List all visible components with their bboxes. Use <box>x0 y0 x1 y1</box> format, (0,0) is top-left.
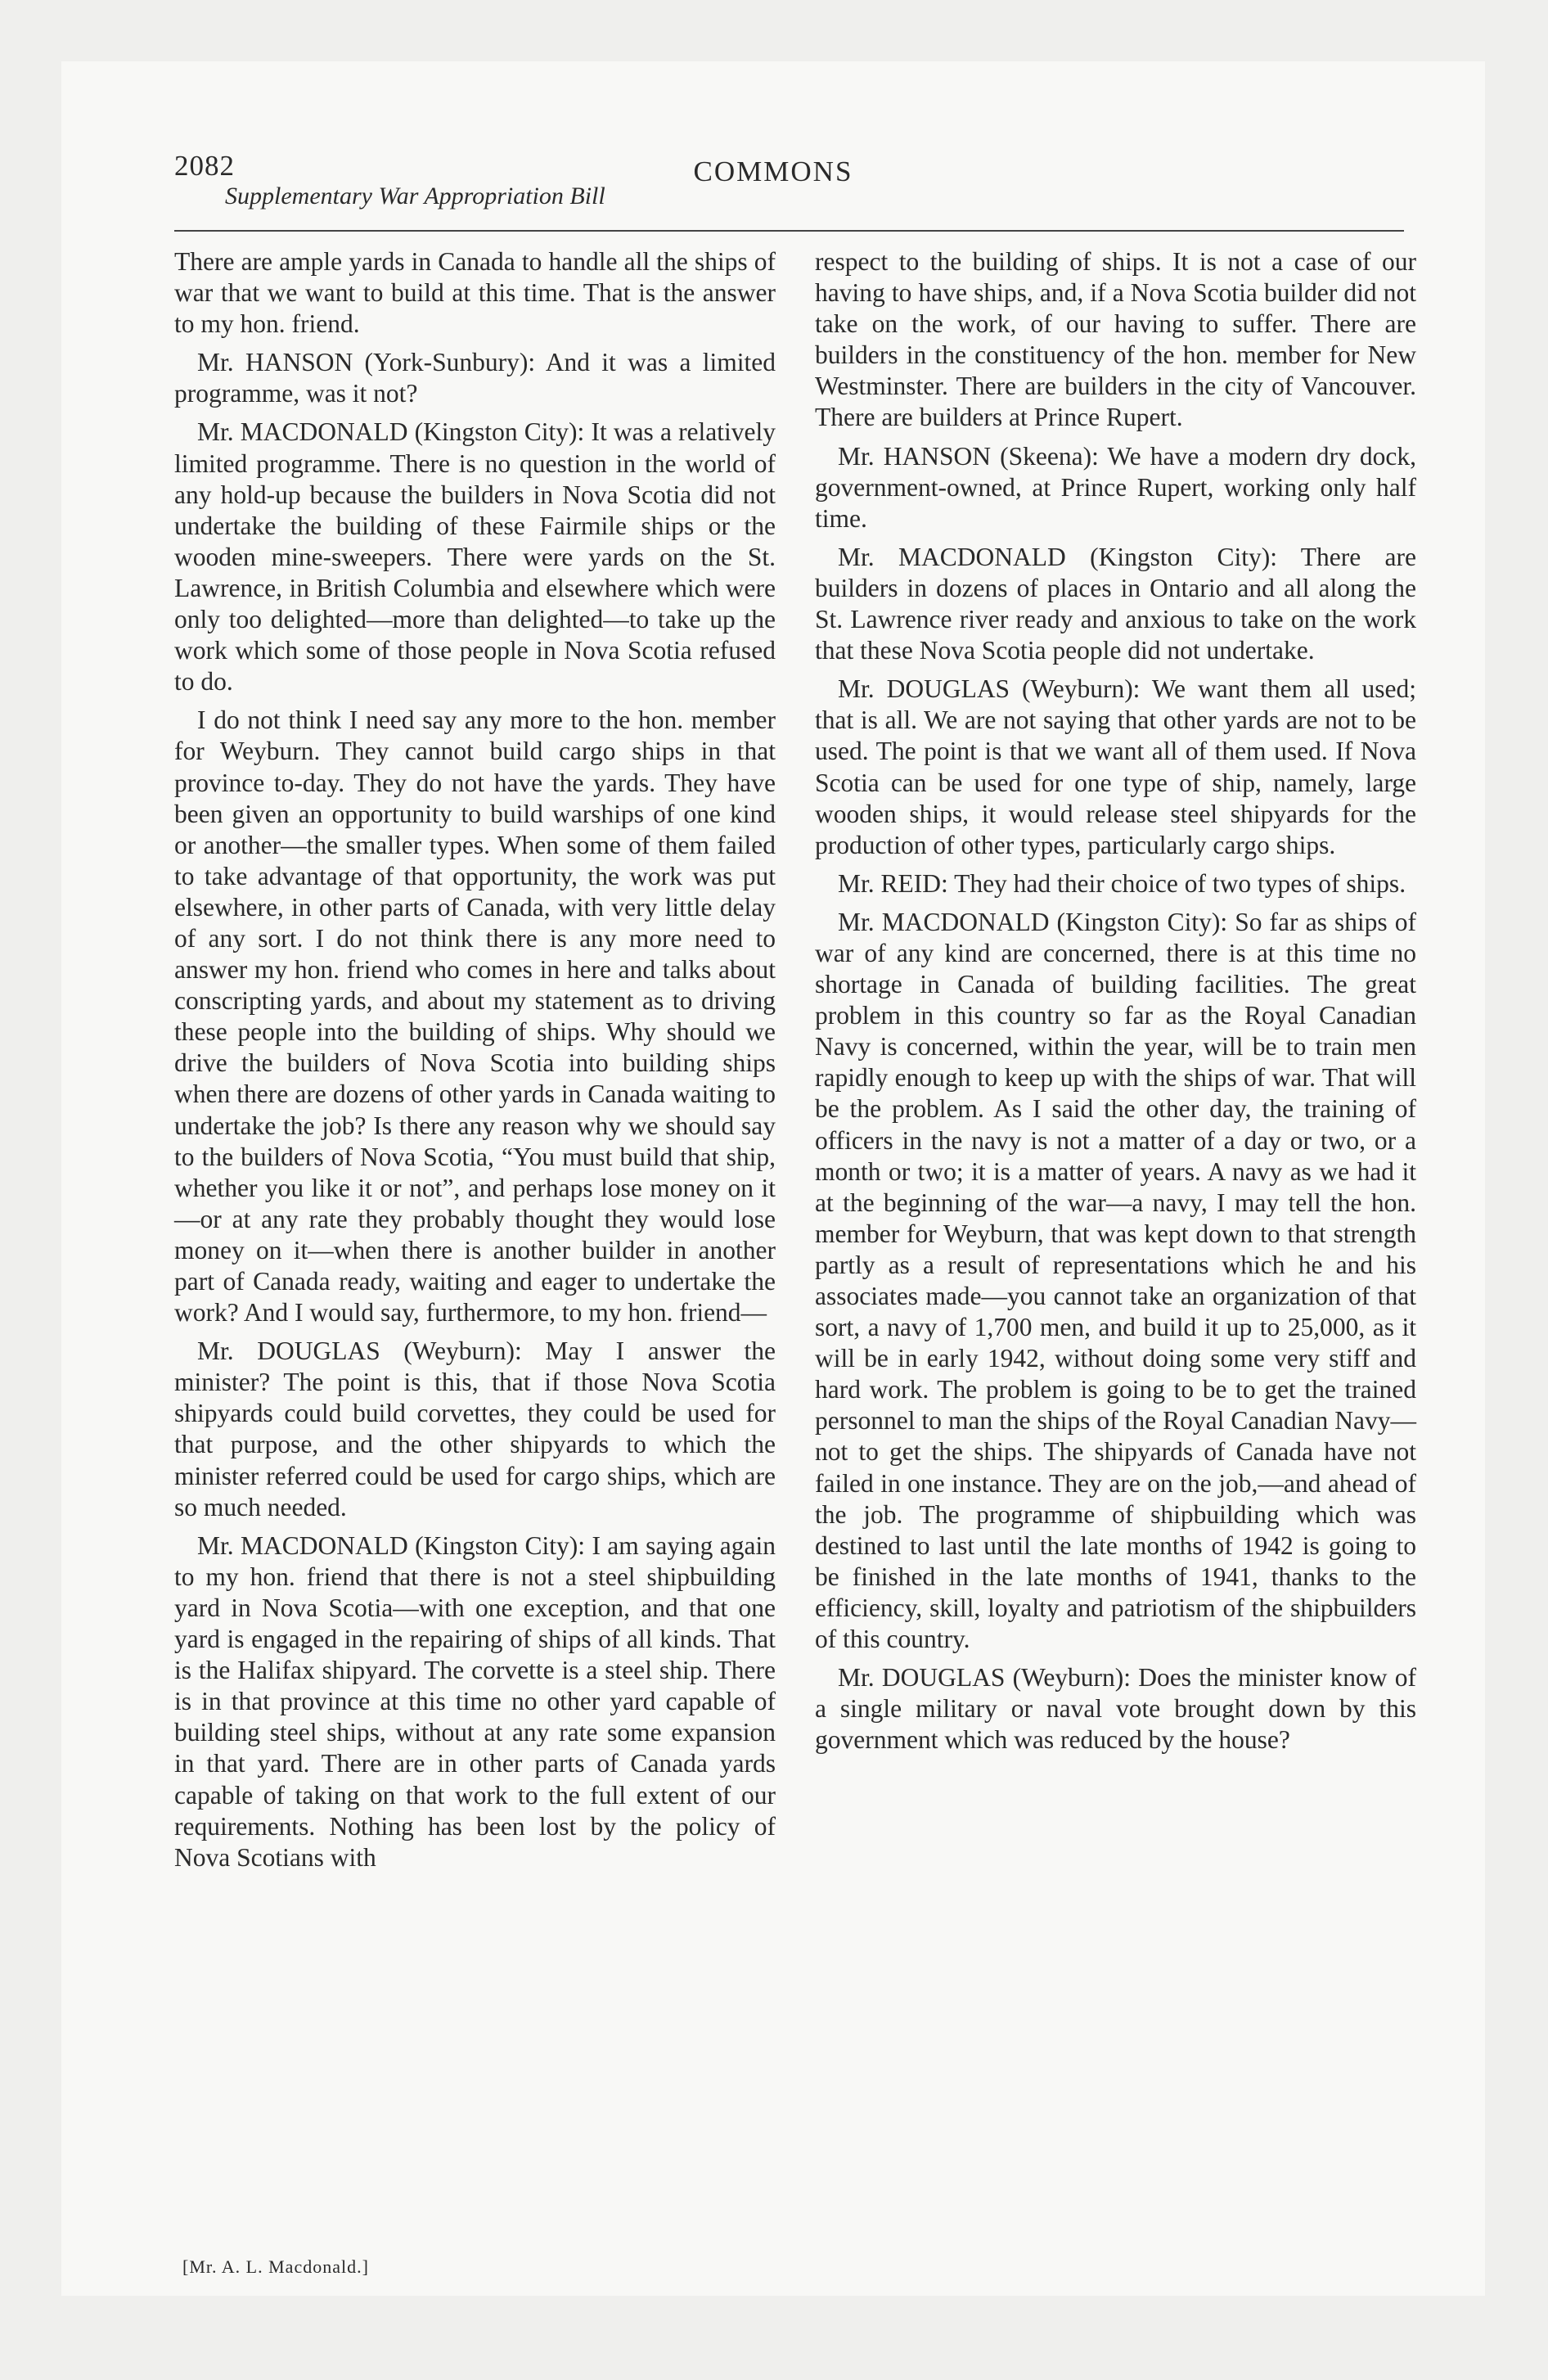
header-rule <box>174 230 1404 232</box>
document-page <box>61 61 1485 2296</box>
paragraph-text: It was a relatively limited programme. There is no question in the world of any hold-up because the builders in Nova Scotia did not undertake the building of these Fairmile ships or the wooden mine-sweepers. There were yards on the St. Lawrence, in British Columbia and elsewhere which were only too delighted—more than delighted—to take up the work which some of those people in Nova Scotia refused to do. <box>174 417 776 696</box>
paragraph <box>174 1530 776 1873</box>
paragraph <box>174 246 776 340</box>
paragraph-text: I do not think I need say any more to the hon. member for Weyburn. They cannot build cargo ships in that province to-day. They do not have the yards. They have been given an opportunity to build warships of one kind or another—the smaller types. When some of them failed to take advantage of that opportunity, the work was put elsewhere, in other parts of Canada, with very little delay of any sort. I do not think there is any more need to answer my hon. friend who comes in here and talks about conscripting yards, and about my statement as to driving these people into the building of ships. Why should we drive the builders of Nova Scotia into building ships when there are dozens of other yards in Canada waiting to undertake the job? Is there any reason why we should say to the builders of Nova Scotia, “You must build that ship, whether you like it or not”, and perhaps lose money on it—or at any rate they probably thought they would lose money on it—when there is another builder in another part of Canada ready, waiting and eager to undertake the work? And I would say, furthermore, to my hon. friend— <box>174 705 776 1327</box>
speaker-name: Mr. HANSON (Skeena): <box>838 441 1099 471</box>
paragraph <box>815 441 1416 534</box>
speaker-name: Mr. REID: <box>838 868 948 898</box>
left-column <box>174 246 776 1881</box>
paragraph-text: May I answer the minister? The point is this, that if those Nova Scotia shipyards could build corvettes, they could be used for that purpose, and the other shipyards to which the minister referred could be used for cargo ships, which are so much needed. <box>174 1336 776 1521</box>
speaker-name: Mr. MACDONALD (Kingston City): <box>197 1530 586 1560</box>
paragraph-text: And it was a limited programme, was it not? <box>174 348 776 408</box>
paragraph <box>174 1336 776 1523</box>
paragraph <box>815 868 1416 899</box>
paragraph-text: So far as ships of war of any kind are concerned, there is at this time no shortage in Canada of building facilities. The great problem in this country so far as the Royal Canadian Navy is concerned, within the year, will be to train men rapidly enough to keep up with the ships of war. That will be the problem. As I said the other day, the training of officers in the navy is not a matter of a day or two, or a month or two; it is a matter of years. A navy as we had it at the beginning of the war—a navy, I may tell the hon. member for Weyburn, that was kept down to that strength partly as a result of representations which he and his associates made—you cannot take an organization of that sort, a navy of 1,700 men, and build it up to 25,000, as it will be in early 1942, without doing some very stiff and hard work. The problem is going to be to get the trained personnel to man the ships of the Royal Canadian Navy—not to get the ships. The shipyards of Canada have not failed in one instance. They are on the job,—and ahead of the job. The programme of shipbuilding which was destined to last until the late months of 1942 is going to be finished in the late months of 1941, thanks to the efficiency, skill, loyalty and patriotism of the shipbuilders of this country. <box>815 907 1416 1654</box>
speaker-name: Mr. MACDONALD (Kingston City): <box>838 907 1228 936</box>
paragraph-text: Does the minister know of a single military or naval vote brought down by this government which was reduced by the house? <box>815 1663 1416 1755</box>
speaker-name: Mr. HANSON (York-Sunbury): <box>197 348 536 377</box>
paragraph-text: I am saying again to my hon. friend that there is not a steel shipbuilding yard in Nova Scotia—with one exception, and that one yard is engaged in the repairing of ships of all kinds. That is the Halifax shipyard. The corvette is a steel ship. There is in that province at this time no other yard capable of building steel ships, without at any rate some expansion in that yard. There are in other parts of Canada yards capable of taking on that work to the full extent of our requirements. Nothing has been lost by the policy of Nova Scotians with <box>174 1530 776 1872</box>
page-number: 2082 <box>174 150 235 182</box>
paragraph <box>174 705 776 1328</box>
paragraph <box>815 1662 1416 1756</box>
speaker-name: Mr. MACDONALD (Kingston City): <box>838 542 1277 571</box>
speaker-reference-footer: [Mr. A. L. Macdonald.] <box>182 2256 369 2277</box>
speaker-name: Mr. DOUGLAS (Weyburn): <box>197 1336 522 1366</box>
paragraph-text: We want them all used; that is all. We are not saying that other yards are not to be used. The point is that we want all of them used. If Nova Scotia can be used for one type of ship, namely, large wooden ships, it would release steel shipyards for the production of other types, particularly cargo ships. <box>815 674 1416 859</box>
paragraph <box>815 246 1416 434</box>
bill-title: Supplementary War Appropriation Bill <box>225 183 605 210</box>
running-head: COMMONS <box>693 156 853 187</box>
paragraph <box>815 674 1416 861</box>
speaker-name: Mr. DOUGLAS (Weyburn): <box>838 1663 1132 1693</box>
paragraph-text: We have a modern dry dock, government-owned, at Prince Rupert, working only half time. <box>815 441 1416 533</box>
paragraph-text: There are builders in dozens of places in Ontario and all along the St. Lawrence river ready and anxious to take on the work that these Nova Scotia people did not undertake. <box>815 542 1416 665</box>
speaker-name: Mr. DOUGLAS (Weyburn): <box>838 674 1141 704</box>
paragraph <box>815 907 1416 1655</box>
paragraph-text: They had their choice of two types of ships. <box>954 868 1406 898</box>
paragraph-text: respect to the building of ships. It is not a case of our having to have ships, and, if a Nova Scotia builder did not take on the work, of our having to suffer. There are builders in the constituency of the hon. member for New Westminster. There are builders in the city of Vancouver. There are builders at Prince Rupert. <box>815 247 1416 432</box>
speaker-name: Mr. MACDONALD (Kingston City): <box>197 417 585 447</box>
paragraph <box>174 417 776 697</box>
paragraph <box>815 542 1416 666</box>
right-column <box>815 246 1416 1763</box>
paragraph-text: There are ample yards in Canada to handle all the ships of war that we want to build at this time. That is the answer to my hon. friend. <box>174 247 776 339</box>
paragraph <box>174 347 776 409</box>
